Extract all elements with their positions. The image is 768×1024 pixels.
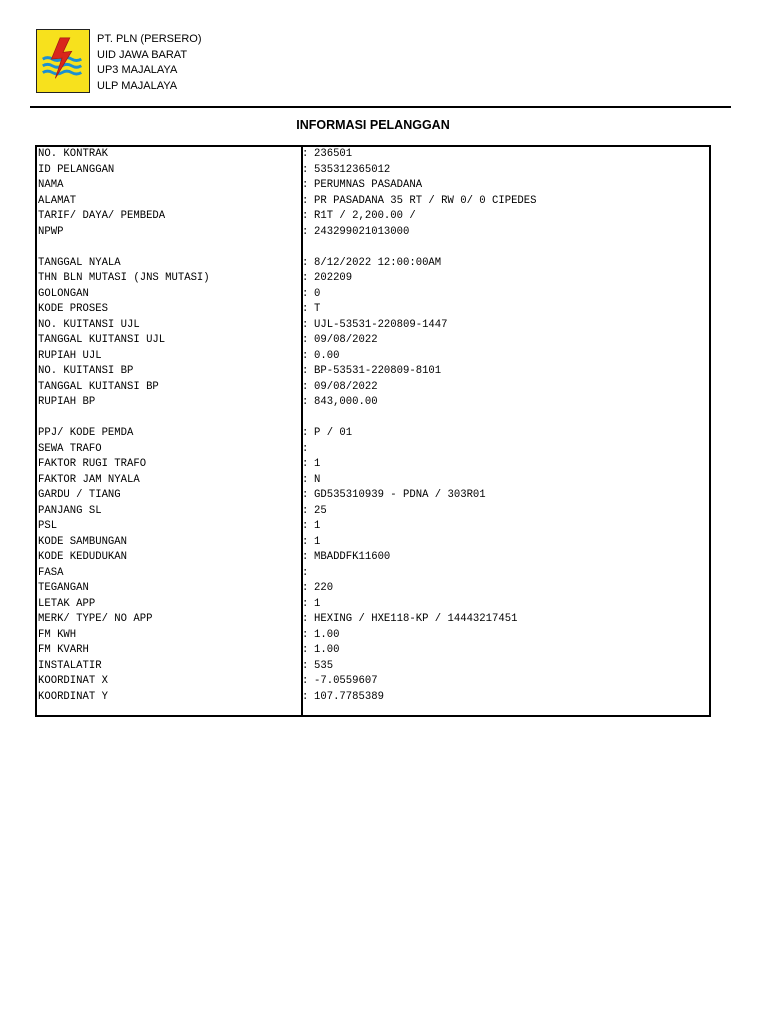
field-colon: : <box>302 566 309 579</box>
field-colon: : <box>302 148 309 160</box>
field-colon: : <box>302 535 309 548</box>
field-colon: : <box>302 582 309 594</box>
field-colon: : <box>302 458 309 470</box>
page-title: INFORMASI PELANGGAN <box>296 118 450 132</box>
field-label: PSL <box>38 520 58 532</box>
field-colon: : <box>302 675 309 687</box>
field-value: HEXING / HXE118-KP / 14443217451 <box>314 613 518 625</box>
field-colon: : <box>302 628 309 641</box>
field-colon: : <box>302 613 309 625</box>
field-label: SEWA TRAFO <box>38 442 102 455</box>
field-colon: : <box>302 272 309 284</box>
field-value: PERUMNAS PASADANA <box>314 179 423 191</box>
field-value: 1 <box>314 535 321 548</box>
field-value: MBADDFK11600 <box>314 551 391 563</box>
field-label: FM KVARH <box>38 644 89 656</box>
field-label: RUPIAH UJL <box>38 349 102 362</box>
field-colon: : <box>302 163 309 176</box>
field-label: TEGANGAN <box>38 582 89 594</box>
field-colon: : <box>302 659 309 672</box>
field-colon: : <box>302 318 309 331</box>
field-label: FAKTOR RUGI TRAFO <box>38 458 147 470</box>
field-value: P / 01 <box>314 427 353 439</box>
field-label: MERK/ TYPE/ NO APP <box>38 613 153 625</box>
field-value: BP-53531-220809-8101 <box>314 365 442 377</box>
company-name: PT. PLN (PERSERO) <box>97 33 202 45</box>
field-value: 09/08/2022 <box>314 380 378 393</box>
field-value: 8/12/2022 12:00:00AM <box>314 256 442 269</box>
field-label: GARDU / TIANG <box>38 489 121 501</box>
field-colon: : <box>302 287 309 300</box>
field-value: R1T / 2,200.00 / <box>314 210 416 222</box>
field-value: -7.0559607 <box>314 675 378 687</box>
field-value: 843,000.00 <box>314 396 378 408</box>
field-colon: : <box>302 396 309 408</box>
field-value: 1.00 <box>314 628 340 641</box>
field-label: TARIF/ DAYA/ PEMBEDA <box>38 210 166 222</box>
field-label: KODE KEDUDUKAN <box>38 551 128 563</box>
company-unit-uid: UID JAWA BARAT <box>97 48 188 61</box>
field-label: KODE SAMBUNGAN <box>38 535 128 548</box>
field-label: NO. KUITANSI BP <box>38 365 134 377</box>
field-label: KOORDINAT Y <box>38 690 108 703</box>
field-value: 1 <box>314 520 321 532</box>
field-colon: : <box>302 597 309 610</box>
field-label: ID PELANGGAN <box>38 163 115 176</box>
field-value: 0 <box>314 287 321 300</box>
field-label: LETAK APP <box>38 597 96 610</box>
header-divider <box>30 106 731 108</box>
field-colon: : <box>302 690 309 703</box>
field-colon: : <box>302 489 309 501</box>
field-label: THN BLN MUTASI (JNS MUTASI) <box>38 272 210 284</box>
field-colon: : <box>302 194 309 207</box>
field-colon: : <box>302 334 309 346</box>
field-label: NO. KONTRAK <box>38 148 108 160</box>
field-label: FM KWH <box>38 628 77 641</box>
field-colon: : <box>302 365 309 377</box>
field-value: UJL-53531-220809-1447 <box>314 318 448 331</box>
field-value: T <box>314 303 321 315</box>
field-label: RUPIAH BP <box>38 396 96 408</box>
field-colon: : <box>302 504 309 517</box>
field-value: 25 <box>314 504 327 517</box>
field-value: 236501 <box>314 148 353 160</box>
field-value: 535312365012 <box>314 163 391 176</box>
field-value: 107.7785389 <box>314 690 384 703</box>
field-colon: : <box>302 644 309 656</box>
field-label: FAKTOR JAM NYALA <box>38 473 140 486</box>
field-colon: : <box>302 179 309 191</box>
field-label: ALAMAT <box>38 194 77 207</box>
field-value: 1 <box>314 458 321 470</box>
field-label: FASA <box>38 566 64 579</box>
field-colon: : <box>302 349 309 362</box>
field-value: GD535310939 - PDNA / 303R01 <box>314 489 486 501</box>
company-unit-ulp: ULP MAJALAYA <box>97 79 178 92</box>
field-value: 09/08/2022 <box>314 334 378 346</box>
company-unit-up3: UP3 MAJALAYA <box>97 64 178 76</box>
field-label: KOORDINAT X <box>38 675 108 687</box>
field-label: NAMA <box>38 179 64 191</box>
field-colon: : <box>302 380 309 393</box>
field-value: PR PASADANA 35 RT / RW 0/ 0 CIPEDES <box>314 194 537 207</box>
field-colon: : <box>302 225 309 238</box>
pln-lightning-logo-icon <box>36 29 90 93</box>
field-value: 202209 <box>314 272 353 284</box>
field-label: GOLONGAN <box>38 287 89 300</box>
field-colon: : <box>302 256 309 269</box>
field-label: NO. KUITANSI UJL <box>38 318 140 331</box>
field-value: 1.00 <box>314 644 340 656</box>
field-label: TANGGAL KUITANSI BP <box>38 380 159 393</box>
field-label: KODE PROSES <box>38 303 108 315</box>
field-colon: : <box>302 210 309 222</box>
field-label: NPWP <box>38 225 64 238</box>
field-colon: : <box>302 473 309 486</box>
field-label: PPJ/ KODE PEMDA <box>38 427 134 439</box>
field-value: 1 <box>314 597 321 610</box>
field-colon: : <box>302 303 309 315</box>
field-label: PANJANG SL <box>38 504 102 517</box>
field-value: 243299021013000 <box>314 225 410 238</box>
field-colon: : <box>302 520 309 532</box>
field-value: N <box>314 473 321 486</box>
field-label: INSTALATIR <box>38 659 102 672</box>
field-value: 220 <box>314 582 334 594</box>
field-colon: : <box>302 427 309 439</box>
field-label: TANGGAL KUITANSI UJL <box>38 334 166 346</box>
field-colon: : <box>302 551 309 563</box>
field-value: 0.00 <box>314 349 340 362</box>
company-header <box>97 32 202 94</box>
field-label: TANGGAL NYALA <box>38 256 121 269</box>
field-value: 535 <box>314 659 334 672</box>
field-colon: : <box>302 442 309 455</box>
